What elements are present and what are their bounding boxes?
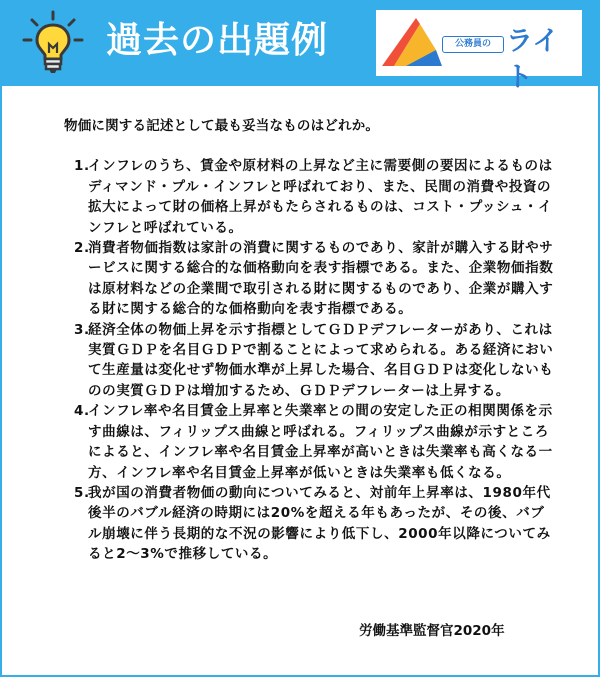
choice-item <box>64 238 554 320</box>
choice-item <box>64 320 554 402</box>
question-body <box>64 116 554 565</box>
source-citation: 労働基準監督官2020年 <box>359 623 505 639</box>
choice-list <box>64 156 554 564</box>
choice-number: 4. <box>74 403 90 420</box>
question-text: 物価に関する記述として最も妥当なものはどれか。 <box>64 118 380 134</box>
choice-text: 我が国の消費者物価の動向についてみると、対前年上昇率は、1980年代後半のバブル経済の時期には20%を超える年もあったが、その後、バブル崩壊に伴う長期的な不況の影響により低下し、2000年以降についてみると2〜3%で推移している。 <box>88 484 551 563</box>
choice-number: 3. <box>74 321 90 338</box>
choice-item <box>64 401 554 483</box>
logo-badge: 公務員の <box>442 36 504 53</box>
choice-number: 5. <box>74 484 90 501</box>
choice-text: インフレ率や名目賃金上昇率と失業率との間の安定した正の相関関係を示す曲線は、フィリップス曲線と呼ばれる。フィリップス曲線が示すところによると、インフレ率や名目賃金上昇率が高いときは失業率も高くなる一方、インフレ率や名目賃金上昇率が低いときは失業率も低くなる。 <box>88 403 553 481</box>
page-title: 過去の出題例 <box>106 20 329 61</box>
choice-item <box>64 483 554 565</box>
choice-number: 1. <box>74 158 90 175</box>
choice-item <box>64 156 554 238</box>
header-bar <box>2 0 600 93</box>
choice-text: 消費者物価指数は家計の消費に関するものであり、家計が購入する財やサービスに関する総合的な価格動向を表す指標である。また、企業物価指数は原材料などの企業間で取引される財に関するものであり、企業が購入する財に関する総合的な価格動向を表す指標である。 <box>88 240 554 318</box>
choice-text: 経済全体の物価上昇を示す指標としてＧＤＰデフレーターがあり、これは実質ＧＤＰを名目ＧＤＰで割ることによって求められる。ある経済において生産量は変化せず物価水準が上昇した場合、名目ＧＤＰは変化しないものの実質ＧＤＰは増加するため、ＧＤＰデフレーターは上昇する。 <box>88 321 554 399</box>
choice-number: 2. <box>74 240 90 257</box>
choice-text: インフレのうち、賃金や原材料の上昇など主に需要側の要因によるものはディマンド・プル・インフレと呼ばれており、また、民間の消費や投資の拡大によって財の価格上昇がもたらされるものは、コスト・プッシュ・インフレと呼ばれている。 <box>88 158 553 236</box>
lightbulb-icon <box>18 8 88 78</box>
logo-name: ライト <box>506 26 560 93</box>
brand-logo[interactable] <box>376 10 582 93</box>
